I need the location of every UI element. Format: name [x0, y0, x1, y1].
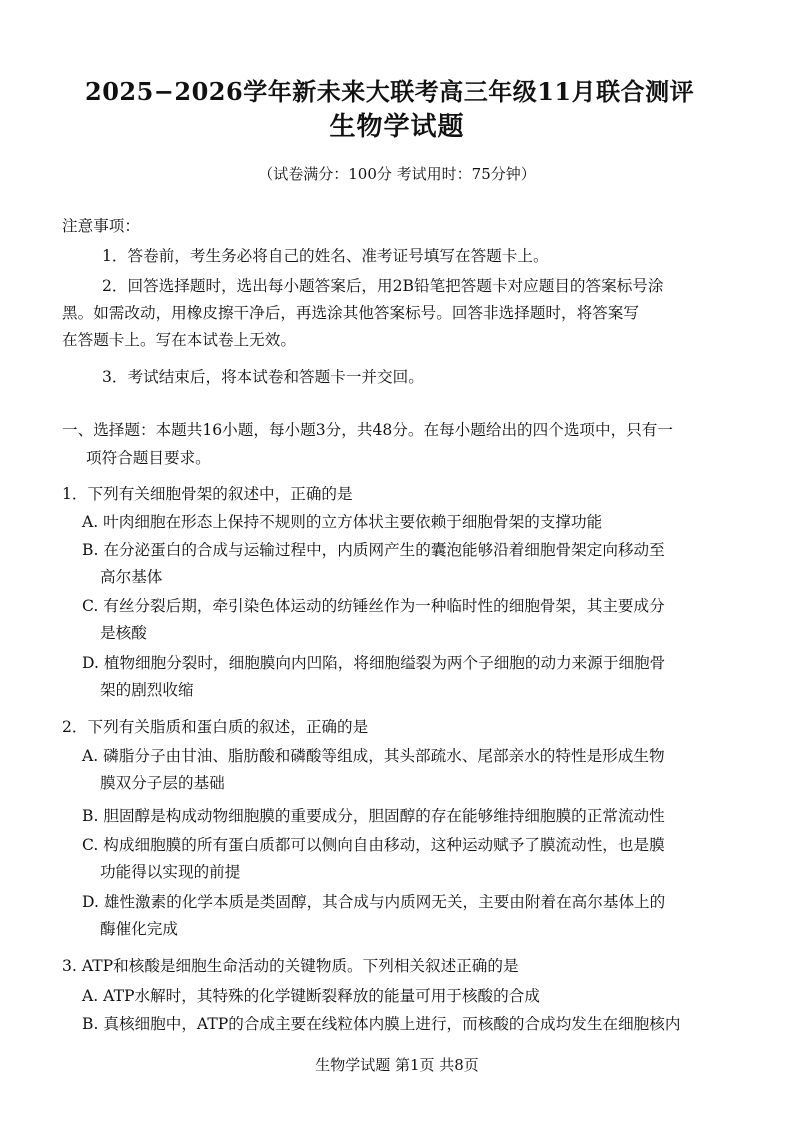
page-footer: 生物学试题 第1页 共8页 [315, 1056, 479, 1074]
note-3: 3．考试结束后，将本试卷和答题卡一并交回。 [102, 368, 424, 386]
question-2-option-c-cont: 功能得以实现的前提 [100, 863, 241, 881]
exam-info: （试卷满分：100分 考试用时：75分钟） [258, 165, 536, 183]
question-1-option-d: D. 植物细胞分裂时，细胞膜向内凹陷，将细胞缢裂为两个子细胞的动力来源于细胞骨 [82, 654, 666, 672]
note-1: 1．答卷前，考生务必将自己的姓名、准考证号填写在答题卡上。 [102, 247, 549, 265]
question-2-option-a: A. 磷脂分子由甘油、脂肪酸和磷酸等组成，其头部疏水、尾部亲水的特性是形成生物 [82, 747, 665, 765]
question-1-option-b: B. 在分泌蛋白的合成与运输过程中，内质网产生的囊泡能够沿着细胞骨架定向移动至 [82, 541, 665, 559]
exam-title: 2025−2026学年新未来大联考高三年级11月联合测评 [85, 77, 695, 106]
question-1-option-d-cont: 架的剧烈收缩 [100, 681, 194, 699]
section-heading-line-1: 一、选择题：本题共16小题，每小题3分，共48分。在每小题给出的四个选项中，只有一 [62, 421, 673, 439]
question-1-option-b-cont: 高尔基体 [100, 568, 163, 586]
subject-title: 生物学试题 [329, 112, 465, 142]
question-1-option-c: C. 有丝分裂后期，牵引染色体运动的纺锤丝作为一种临时性的细胞骨架，其主要成分 [82, 597, 665, 615]
question-3-option-b: B. 真核细胞中，ATP的合成主要在线粒体内膜上进行，而核酸的合成均发生在细胞核内 [82, 1015, 681, 1033]
question-2-option-a-cont: 膜双分子层的基础 [100, 774, 225, 792]
note-2-line-3: 在答题卡上。写在本试卷上无效。 [62, 331, 296, 349]
question-2-stem: 2．下列有关脂质和蛋白质的叙述，正确的是 [62, 718, 369, 736]
question-1-stem: 1．下列有关细胞骨架的叙述中，正确的是 [62, 485, 353, 503]
notes-heading: 注意事项： [62, 217, 140, 235]
note-2-line-2: 黑。如需改动，用橡皮擦干净后，再选涂其他答案标号。回答非选择题时，将答案写 [62, 304, 639, 322]
note-2-line-1: 2．回答选择题时，选出每小题答案后，用2B铅笔把答题卡对应题目的答案标号涂 [102, 277, 664, 295]
question-2-option-b: B. 胆固醇是构成动物细胞膜的重要成分，胆固醇的存在能够维持细胞膜的正常流动性 [82, 807, 665, 825]
section-heading-line-2: 项符合题目要求。 [86, 449, 211, 467]
question-3-option-a: A. ATP水解时，其特殊的化学键断裂释放的能量可用于核酸的合成 [82, 987, 540, 1005]
question-1-option-a: A. 叶肉细胞在形态上保持不规则的立方体状主要依赖于细胞骨架的支撑功能 [82, 513, 603, 531]
question-3-stem: 3. ATP和核酸是细胞生命活动的关键物质。下列相关叙述正确的是 [62, 957, 519, 975]
question-2-option-d-cont: 酶催化完成 [100, 920, 178, 938]
question-2-option-d: D. 雄性激素的化学本质是类固醇，其合成与内质网无关，主要由附着在高尔基体上的 [82, 893, 666, 911]
question-1-option-c-cont: 是核酸 [100, 624, 147, 642]
question-2-option-c: C. 构成细胞膜的所有蛋白质都可以侧向自由移动，这种运动赋予了膜流动性，也是膜 [82, 836, 665, 854]
